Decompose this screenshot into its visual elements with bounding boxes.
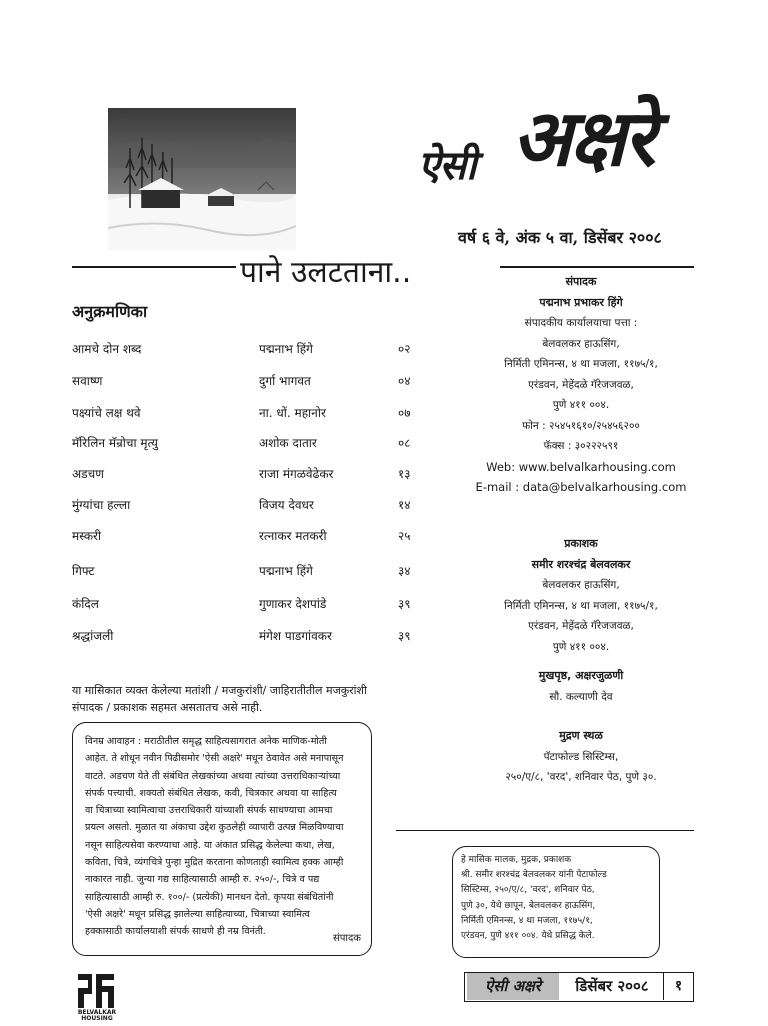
press-address: २५०/ए/८, 'वरद', शनिवार पेठ, पुणे ३०. [505,771,657,783]
toc-title: सवाष्ण [72,374,103,388]
appeal-line: आहेत. ते शोधून नवीन पिढीसमोर 'ऐसी अक्षरे' मधून ठेवावेत असे मनापासून [85,753,344,765]
cover-name: सौ. कल्याणी देव [549,690,613,703]
toc-row[interactable] [72,595,422,615]
toc-row[interactable] [72,434,422,454]
toc-title: श्रद्धांजली [72,629,114,643]
toc-title: मुंग्यांचा हल्ला [72,498,131,512]
toc-page: २५ [398,529,411,543]
masthead-title: अक्षरे [512,93,654,184]
note-line: सिस्टिम्स, २५०/ए/८, 'वरद', शनिवार पेठ, [461,885,595,896]
address-line: पुणे ४११ ००४. [552,640,610,653]
publisher-name: समीर शरश्चंद्र बेलवलकर [531,557,631,571]
disclaimer-line: या मासिकात व्यक्त केलेल्या मतांशी / मजकुरांशी/ जाहिरातीतील मजकुरांशी [72,684,367,697]
appeal-line: साहित्यासाठी आम्ही रु. १००/- (प्रत्येकी) मानधन देतो. कृपया संबंधितांनी [85,891,334,903]
logo-text: BELVALKAR HOUSING [77,1009,117,1022]
toc-page: ०७ [398,406,411,420]
toc-row[interactable] [72,527,422,547]
toc-page: ०८ [398,436,411,450]
editor-block [468,272,694,498]
toc-row[interactable] [72,372,422,392]
cover-heading: मुखपृष्ठ, अक्षरजुळणी [538,669,624,682]
note-line: पुणे ३०, येथे छापून, बेलवलकर हाऊसिंग, [461,900,596,911]
office-label: संपादकीय कार्यालयाचा पत्ता : [524,317,638,329]
toc-author: राजा मंगळवेढेकर [259,467,334,481]
toc-page: ०२ [398,342,411,356]
press-heading: मुद्रण स्थळ [559,729,603,742]
divider [396,830,694,831]
toc-author: गुणाकर देशपांडे [259,597,327,611]
disclaimer-line: संपादक / प्रकाशक सहमत असतातच असे नाही. [72,701,263,714]
appeal-signature: संपादक [332,932,361,944]
page-number: १ [663,973,693,1000]
toc-page: ३४ [398,564,411,578]
cover-credit-block [468,666,694,707]
toc-row[interactable] [72,562,422,582]
email-link[interactable]: E-mail : data@belvalkarhousing.com [475,480,687,494]
heading-rule-right [500,266,694,268]
toc-title: मस्करी [72,529,102,543]
toc-page: १४ [398,498,411,512]
toc-heading: अनुक्रमणिका [72,302,148,321]
toc-author: पद्मनाभ हिंगे [259,564,313,578]
toc-row[interactable] [72,627,422,647]
address-line: एरंडवन, मेहेंदळे गॅरेजजवळ, [528,378,634,391]
appeal-line: वाटते. अडचण येते ती संबंधित लेखकांच्या अथवा त्यांच्या उत्तराधिकाऱ्यांच्या [85,770,341,782]
toc-page: ३९ [398,629,411,643]
publisher-heading: प्रकाशक [564,537,598,550]
appeal-notice-box [72,722,372,956]
section-title: पाने उलटताना.. [240,255,412,290]
toc-title: गिफ्ट [72,564,95,578]
toc-row[interactable] [72,340,422,360]
toc-title: कंदिल [72,597,99,611]
toc-page: ०४ [398,374,411,388]
appeal-line: कविता, चित्रे, व्यंगचित्रे पुन्हा मुद्रित करताना कोणताही स्वामित्व हक्क आम्ही [85,857,344,869]
address-line: एरंडवन, मेहेंदळे गॅरेजजवळ, [528,620,634,632]
appeal-line: 'ऐसी अक्षरे' मधून प्रसिद्ध झालेल्या साहित्याच्या, चित्राच्या स्वामित्व [85,908,310,920]
appeal-line: नसून साहित्यसेवा करण्याचा आहे. या अंकात प्रसिद्ध केलेल्या कथा, लेख, [85,839,335,851]
press-block [468,726,694,788]
website-link[interactable]: Web: www.belvalkarhousing.com [486,459,676,474]
fax: फॅक्स : ३०२२२५९१ [543,440,619,452]
toc-page: ३९ [398,597,411,611]
note-line: निर्मिती एमिनन्स, ४ था मजला, ११७५/१, [461,915,593,926]
appeal-line: विनम्र आवाहन : मराठीतील समृद्ध साहित्यसागरात अनेक माणिक-मोती [85,736,327,747]
toc-author: पद्मनाभ हिंगे [259,342,313,356]
editor-name: पद्मनाभ प्रभाकर हिंगे [539,295,623,309]
phone: फोन : २५४५१६१०/२५४५६२०० [522,419,640,432]
belvalkar-housing-logo [74,970,120,1022]
footer-magazine-name: ऐसी अक्षरे [467,973,559,1000]
toc-author: विजय देवधर [259,498,314,512]
editor-heading: संपादक [565,275,597,288]
appeal-line: हक्कासाठी कार्यालयाशी संपर्क साधणे ही नम्र विनंती. [85,926,266,938]
address-line: पुणे ४११ ००४. [552,399,610,411]
toc-row[interactable] [72,404,422,424]
address-line: बेलवलकर हाऊसिंग, [542,579,620,591]
toc-author: मंगेश पाडगांवकर [259,629,332,643]
toc-author: रत्नाकर मतकरी [259,529,327,543]
note-line: हे मासिक मालक, मुद्रक, प्रकाशक [461,855,572,865]
appeal-line: नाकारत नाही. जुन्या गद्य साहित्यासाठी आम्ही रु. २५०/-, चित्रे व पद्य [85,874,320,886]
appeal-line: संपर्क पत्त्याची. शक्यतो संबंधित लेखक, कवी, चित्रकार अथवा या साहित्य [85,787,337,799]
masthead-small-word: ऐसी [418,142,476,189]
cover-photo-winter-cabin [108,108,296,250]
toc-author: दुर्गा भागवत [259,374,311,388]
toc-author: अशोक दातार [259,436,317,450]
toc-author: ना. धों. महानोर [259,406,326,420]
toc-title: आमचे दोन शब्द [72,342,142,356]
toc-title: अडचण [72,467,104,481]
toc-row[interactable] [72,465,422,485]
note-line: एरंडवन, पुणे ४११ ००४. येथे प्रसिद्ध केले. [461,931,595,942]
toc-page: १३ [398,467,411,481]
heading-rule-left [72,266,236,268]
issue-info: वर्ष ६ वे, अंक ५ वा, डिसेंबर २००८ [458,228,662,247]
appeal-line: प्रयत्न असतो. मुळात या अंकाचा उद्देश कुठलेही व्यापारी उत्पन्न मिळविण्याचा [85,822,344,834]
toc-title: मॅरिलिन मॅन्रोचा मृत्यु [72,436,159,450]
appeal-line: वा चित्राच्या स्वामित्वाचा उत्तराधिकारी यांच्याशी संपर्क साधण्याचा आमचा [85,805,333,817]
press-name: पॅटाफोल्ड सिस्टिम्स, [543,750,619,763]
toc-title: पक्ष्यांचे लक्ष थवे [72,406,141,420]
disclaimer [72,682,392,716]
publication-note-box [452,846,660,958]
footer-date: डिसेंबर २००८ [575,977,649,995]
footer-bar [464,972,694,1002]
toc-row[interactable] [72,496,422,516]
address-line: निर्मिती एमिनन्स, ४ था मजला, ११७५/१, [504,599,658,612]
address-line: निर्मिती एमिनन्स, ४ था मजला, ११७५/१, [504,358,658,370]
note-line: श्री. समीर शरश्चंद्र बेलवलकर यांनी पेटाफोल्ड [461,870,607,881]
address-line: बेलवलकर हाऊसिंग, [542,337,620,350]
publisher-block [468,534,694,657]
